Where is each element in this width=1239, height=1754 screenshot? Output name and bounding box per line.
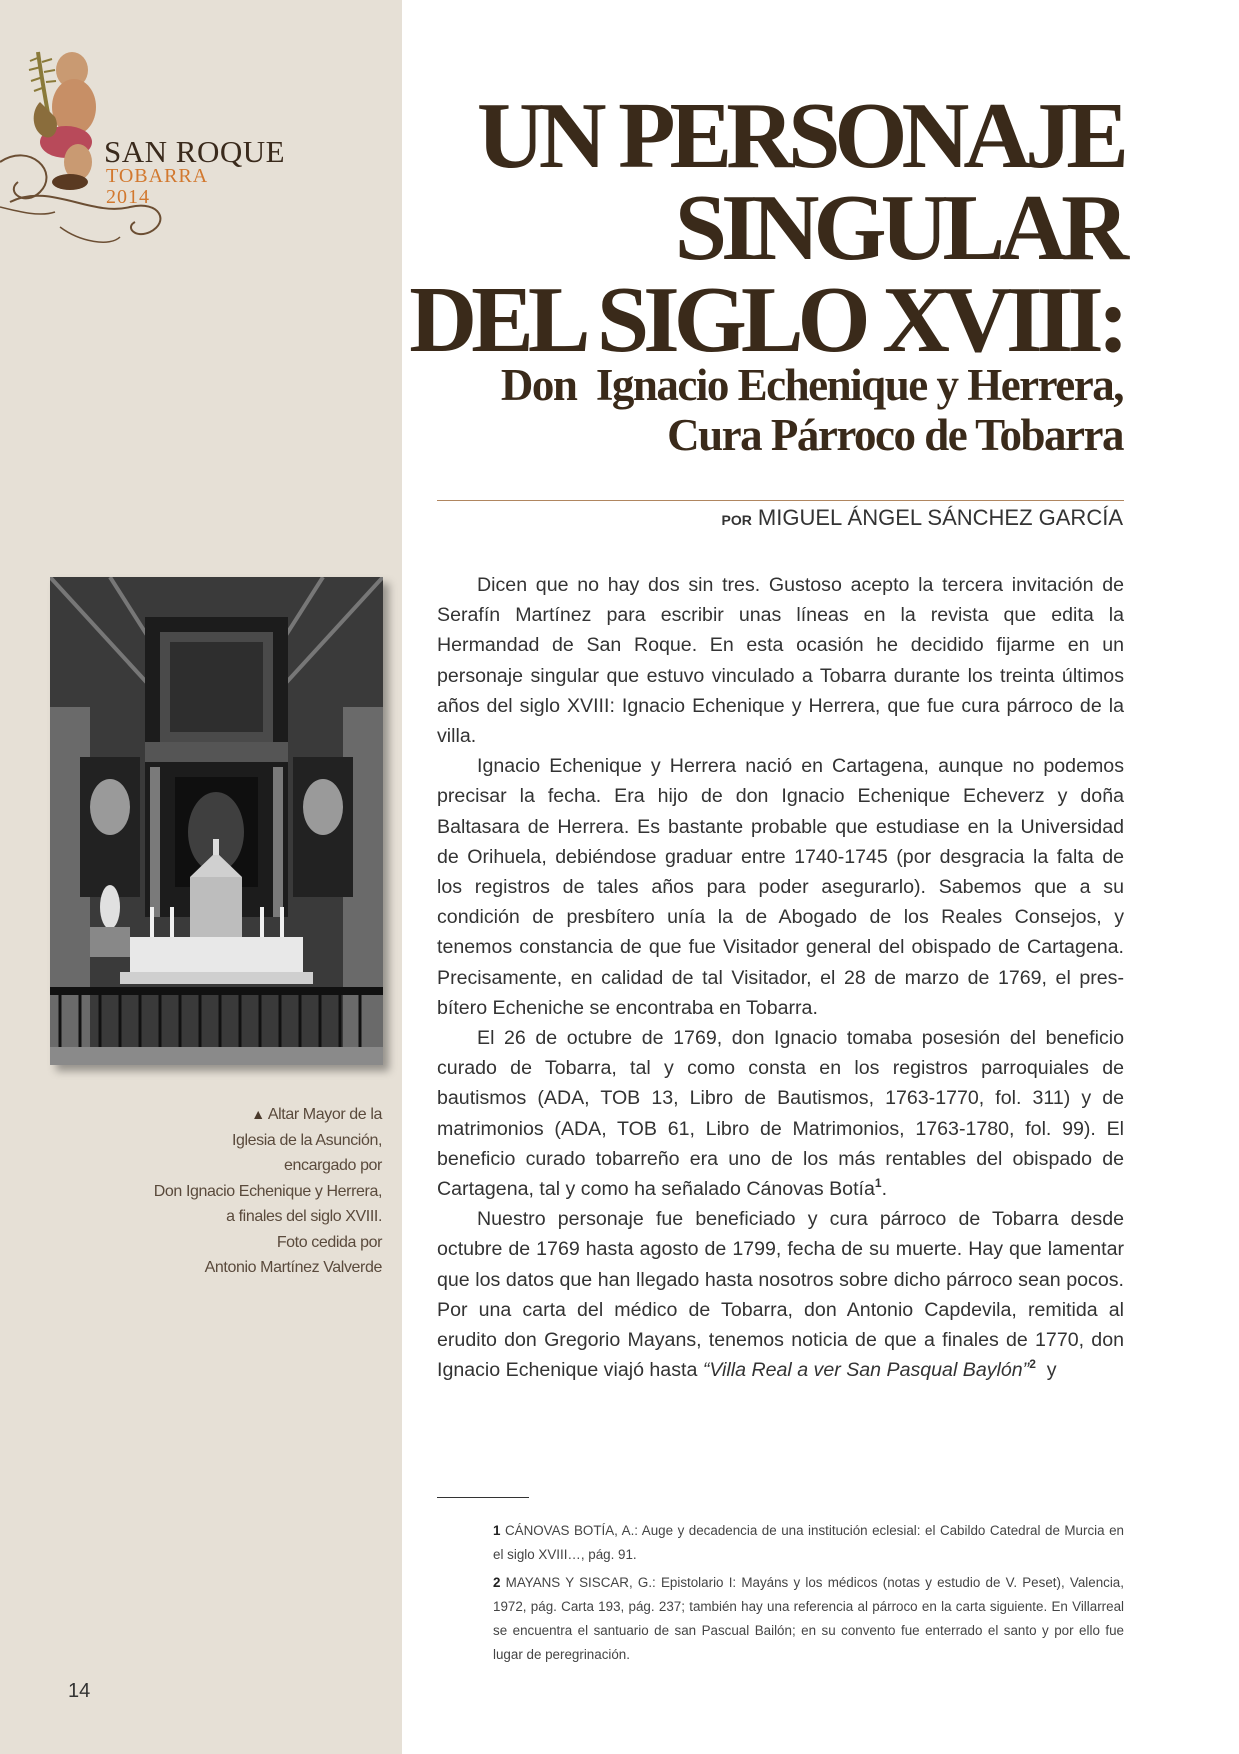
paragraph [437,1023,1124,1204]
paragraph-end: y [1035,1359,1057,1382]
footnote-ref: 2 [1029,1357,1036,1372]
article-subtitle [323,360,1123,460]
title-divider [437,500,1124,501]
footnote-text: CÁNOVAS BOTÍA, A.: Auge y decadencia de una institución eclesial: el Cabildo Catedral de Murcia en el siglo XVIII…, pág. 91. [493,1523,1124,1562]
quotation: “Villa Real a ver San Pasqual Baylón” [702,1359,1030,1382]
footnote [493,1519,1124,1567]
logo-subtitle-line2: 2014 [106,186,150,208]
caption-line: Antonio Martínez Valverde [204,1259,382,1276]
paragraph: Ignacio Echenique y Herrera nació en Cartagena, aunque no podemos precisar la fecha. Era hijo de don Ignacio Echenique Echeverz y doña Baltasara de Herrera. Es bastante probable que estudiase en la Universidad de Orihuela, debiéndose graduar entre 1740-1745 (por desgracia la falta de los registros de tales años para poder asegurarlo). Sabemos que a su condición de presbítero unía la de Abogado de los Reales Consejos, y tenemos constancia de que fue Visitador general del obispado de Cartagena. Precisamente, en calidad de tal Visitador, el 28 de marzo de 1769, el presbítero Echeniche se encontraba en Tobarra. [437,755,1124,1019]
byline [722,505,1123,531]
photo-caption [110,1102,382,1281]
san-roque-logo [0,42,300,252]
caption-line: a finales del siglo XVIII. [226,1208,382,1225]
article-title [323,84,1123,372]
paragraph: Dicen que no hay dos sin tres. Gustoso acepto la tercera invitación de Serafín Martínez para escribir unas líneas en la revista que edita la Hermandad de San Roque. En esta ocasión he decidido fijarme en un personaje singular que estuvo vinculado a Tobarra durante los treinta últimos años del siglo XVIII: Ignacio Echenique y Herrera, que fue cura párroco de la villa. [437,574,1124,748]
title-line: DEL SIGLO XVIII: [409,268,1123,372]
footnote-number: 2 [493,1575,501,1590]
triangle-up-icon: ▲ [251,1106,265,1122]
paragraph-text: Nuestro personaje fue beneficiado y cura párroco de Tobarra desde octubre de 1769 hasta agosto de 1799, fecha de su muerte. Hay que lamentar que los datos que han llegado hasta nosotros sobre dicho párroco sean pocos. Por una carta del médico de Tobarra, don Antonio Capdevila, remitida al erudito don Gregorio Mayans, tenemos noticia de que a finales de 1770, don Ignacio Echenique viajó hasta [437,1208,1124,1382]
subtitle-line: Don Ignacio Echenique y Herrera, [500,360,1123,410]
footnote-text: MAYANS Y SISCAR, G.: Epistolario I: Mayáns y los médicos (notas y estudio de V. Peset), Valencia, 1972, pág. Carta 193, pág. 237; también hay una referencia al párroco en la carta siguiente. En Villarreal se encuentra el santuario de san Pascual Bailón; en su convento fue enterrado el santo y por ello fue lugar de peregrinación. [493,1575,1124,1662]
footnote-divider [437,1497,529,1498]
author-name: MIGUEL ÁNGEL SÁNCHEZ GARCÍA [757,505,1123,530]
footnote-number: 1 [493,1523,501,1538]
article-body [437,570,1124,1385]
altar-photo [50,577,383,1065]
caption-line [110,1102,382,1128]
title-line: SINGULAR [674,176,1123,280]
subtitle-line: Cura Párroco de Tobarra [667,410,1123,460]
byline-prefix: POR [721,512,752,528]
paragraph [437,1204,1124,1385]
caption-line: Don Ignacio Echenique y Herrera, [153,1182,382,1200]
paragraph-text: El 26 de octubre de 1769, don Ignacio tomaba posesión del beneficio curado de Tobarra, tal y como consta en los registros parroquiales de bautismos (ADA, TOB 13, Libro de Bautismos, 1763-1770, fol. 311) y de matrimonios (ADA, TOB 61, Libro de Matrimonios, 1763-1780, fol. 99). El beneficio curado tobarreño era uno de los más rentables del obispado de Cartagena, tal y como ha señalado Cánovas Botía [437,1027,1124,1201]
paragraph-end: . [881,1178,888,1201]
title-line: UN PERSONAJE [476,84,1123,188]
logo-subtitle [106,166,208,208]
caption-text: Altar Mayor de la [267,1106,382,1123]
page-number: 14 [68,1680,91,1702]
altar-illustration [50,577,383,1065]
caption-line: Foto cedida por [276,1233,382,1251]
footnote-ref: 1 [874,1176,882,1191]
logo-subtitle-line1: TOBARRA [106,165,209,187]
footnote [493,1571,1124,1667]
logo-title: SAN ROQUE [104,134,286,169]
caption-line: encargado por [284,1157,382,1174]
footnotes [493,1519,1124,1671]
caption-line: Iglesia de la Asunción, [231,1131,382,1149]
